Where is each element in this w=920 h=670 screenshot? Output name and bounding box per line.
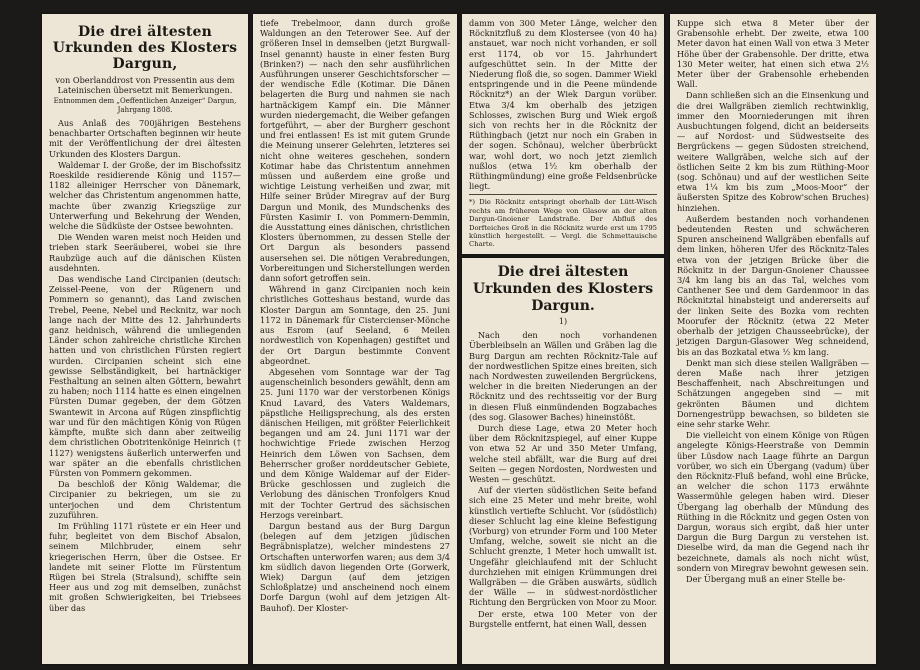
paragraph: Da beschloß der König Waldemar, die Circipanier zu bekriegen, um sie zu unterjochen und dem Christentum zuzuführen. [49, 479, 241, 520]
paragraph: Die vielleicht von einem Könige von Rügen angelegte Königs-Heerstraße von Demmin über Lüsdow nach Laage führte an Dargun vorüber, wo sich ein Übergang (vadum) über den Röcknitz-Fluß befand, wohl eine Brücke, an welcher die schon 1173 erwähnte Wassermühle gelegen haben wird. Dieser Übergang lag oberhalb der Mündung des Rüthing in die Röcknitz und gegen Osten von Dargun, woraus sich ergibt, daß hier unter Dargun die Burg Dargun zu verstehen ist. Dieselbe wird, da man die Gegend nach ihr bezeichnete, damals als noch nicht wüst, sondern von Miregrav bewohnt gewesen sein. [677, 430, 869, 573]
clipping-col3-top [462, 14, 664, 254]
footnote: *) Die Röcknitz entspringt oberhalb der Lütt-Wisch rechts am früheren Wege von Glasow an der alten Dargun-Gnoiener Landstraße. Der Abfluß des Dorfteiches Groß in die Röcknitz wurde erst um 1795 künstlich hergestellt. — Vergl. die Schmettauische Charte. [469, 198, 657, 249]
paragraph: Nach den noch vorhandenen Überbleibseln an Wällen und Gräben lag die Burg Dargun am rechten Röcknitz-Tale auf der nordwestlichen Spitze eines breiten, sich nach Nordwesten zuweilenden Bergrückens, welcher in die breiten Niederungen an der Röcknitz und des rechtsseitig vor der Burg in diesen Fluß einmündenden Bogzabaches (des sog. Glasower Baches) hineinstößt. [469, 330, 657, 422]
paragraph: damm von 300 Meter Länge, welcher den Röcknitzfluß zu dem Klostersee (von 40 ha) anstauet, war noch nicht vorhanden, er soll erst 1174, ob vor 15. Jahrhundert aufgeschüttet sein. In der Mitte der Niederung floß die, so sogen. Dammer Wiekl entspringende und in die Peene mündende Röcknitz*) an der Wiek Dargun vorüber. Etwa 3/4 km oberhalb des jetzigen Schlosses, zwischen Burg und Wiek ergoß sich von rechts her in die Röcknitz der Rüthingbach (jetzt nur noch ein Graben in der sogen. Schönau), welcher überbrückt war, wohl dort, wo noch jetzt ziemlich nußlos (etwa 1½ km oberhalb der Rüthingmündung) eine große Feldsenbrücke liegt. [469, 18, 657, 192]
paragraph: Im Frühling 1171 rüstete er ein Heer und fuhr, begleitet von dem Bischof Absalon, seinem Milchbruder, einem sehr kriegerischen Herrn, über die Ostsee. Er landete mit seiner Flotte im Fürstentum Rügen bei Strela (Stralsund), schiffte sein Heer aus und zog mit demselben, zunächst mit großen Schwierigkeiten, bei Triebsees über das [49, 520, 241, 613]
clipping-col2 [253, 14, 457, 664]
paragraph: Auf der vierten südöstlichen Seite befand sich eine 25 Meter und mehr breite, wohl künstlich vertiefte Schlucht. Vor (südöstlich) dieser Schlucht lag eine kleine Befestigung (Vorburg) von etrunder Form und 100 Meter Umfang, welche, soweit sie nicht an die Schlucht grenzte, 1 Meter hoch umwallt ist. Ungefähr gleichlaufend mit der Schlucht durchziehen mit einigen Krümmungen drei Wallgräben — die Gräben auswärts, südlich der Wälle — in südwest-nordöstlicher Richtung den Bergrücken von Moor zu Moor. [469, 485, 657, 608]
paragraph: Der Übergang muß an einer Stelle be- [686, 573, 846, 584]
paragraph: Außerdem bestanden noch vorhandenen bedeutenden Resten und schwächeren Spuren anscheinend Wallgräben ebenfalls auf dem linken, höheren Ufer des Röcknitz-Tales etwa von der jetzigen Brücke über die Röcknitz in der Dargun-Gnoiener Chaussee 3/4 km lang bis an das Tal, welches vom Canthener See und dem Gardenmoor in das Röcknitztal hinabsteigt und andererseits auf der linken Seite des Bozka vom rechten Moorufer der Röcknitz (etwa 22 Meter oberhalb der jetzigen Chausseebrücke), der jetzigen Dargun-Glasower Weg schneidend, bis an das Bozkatal etwa ½ km lang. [677, 213, 869, 357]
clipping-col3-bottom [462, 258, 664, 664]
article-title-2: Die drei ältesten Urkunden des Klosters Dargun. [472, 264, 654, 314]
paragraph: Denkt man sich diese steilen Wallgräben — deren Maße nach ihrer jetzigen Beschaffenheit, nach Abschreitungen und Schätzungen angegeben sind — mit gekrönten Bäumen und dichtem Dornengestrüpp bewachsen, so bildeten sie eine sehr starke Wehr. [677, 357, 869, 429]
paragraph: Der erste, etwa 100 Meter von der Burgstelle entfernt, hat einen Wall, dessen [469, 608, 657, 629]
paragraph: Abgesehen vom Sonntage war der Tag augenscheinlich besonders gewählt, denn am 25. Juni 1170 war der verstorbenen Königs Knud Lavard, des Vaters Waldemars, päpstliche Heiligsprechung, als des ersten dänischen Heiligen, mit größter Feierlichkeit begangen und am 24. Juni 1171 war der hochwichtige Friede zwischen Herzog Heinrich dem Löwen von Sachsen, dem Beherrscher großer norddeutscher Gebiete, und dem Könige Waldemar auf der Eider-Brücke geschlossen und zugleich die Verlobung des dänischen Tronfolgers Knud mit der Tochter Gertrud des sächsischen Herzogs vereinbart. [260, 366, 450, 520]
article-source: Entnommen dem „Oeffentlichen Anzeiger“ Dargun, Jahrgang 1808. [53, 97, 237, 114]
paragraph: Waldemar I. der Große, der im Bischofssitz Roeskilde residierende König und 1157—1182 alleiniger Herrscher von Dänemark, welcher das Christentum angenommen hatte, machte über zwanzig Kriegszüge zur Unterwerfung und Bekehrung der Wenden, welche die Südküste der Ostsee bewohnten. [49, 159, 241, 232]
paragraph: Dann schließen sich an die Einsenkung und die drei Wallgräben ziemlich rechtwinklig, immer den Moorniederungen mit ihren Ausbuchtungen folgend, dicht an beiderseits — auf Nordost- und Südwestseite des Bergrückens — gegen Südosten streichend, weitere Wallgräben, welche sich auf der östlichen Seite 2 km bis zum Rüthing-Moor (sog. Schönau) und auf der westlichen Seite etwa 1¼ km bis zum „Moos-Moor“ der äußersten Spitze des Kobrow'schen Bruches) hinziehen. [677, 90, 869, 213]
paragraph: Durch diese Lage, etwa 20 Meter hoch über dem Röcknitzspiegel, auf einer Kuppe von etwa 52 Ar und 350 Meter Umfang, welche steil abfällt, war die Burg auf drei Seiten — gegen Nordosten, Nordwesten und Westen — geschützt. [469, 423, 657, 485]
divider [469, 194, 657, 195]
paragraph: tiefe Trebelmoor, dann durch große Waldungen an den Teterower See. Auf der größeren Insel in demselben (jetzt Burgwall-Insel genannt) hauste in einer festen Burg (Brinken?) — nach den sehr ausführlichen Ausführungen unserer Geschichtsforscher — der wendische Edle (Kotimar. Die Dänen belagerten die Burg und nahmen sie nach hartnäckigem Kampf ein. Die Männer wurden niedergemacht, die Weiber gefangen fortgeführt, — aber der Burgherr geschont und frei entlassen! Es ist mit gutem Grunde die Meinung unserer Gelehrten, letzteres sei nicht ohne weiteres geschehen, sondern Kotimar habe das Christentum annehmen müssen und außerdem eine große und wichtige Leistung verheißen und zwar, mit Hilfe seiner Brüder Miregrav auf der Burg Dargun und Monik, des Mundschenks des Fürsten Kasimir I. von Pommern-Demmin, die Ausstattung eines dänischen, christlichen Klosters übernommen, zu dessen Stelle der Ort Dargun als besonders passend ausersehen sei. Die nötigen Verabredungen, Vorbereitungen und Sicherstellungen werden dann sofort getroffen sein. [260, 18, 450, 284]
article-subtitle: von Oberlanddrost von Pressentin aus dem Lateinischen übersetzt mit Bemerkungen. [55, 75, 235, 95]
paragraph: Kuppe sich etwa 8 Meter über der Grabensohle erhebt. Der zweite, etwa 100 Meter davon hat einen Wall von etwa 3 Meter Höhe über der Grabensohle. Der dritte, etwa 130 Meter weiter, hat einen sich etwa 2½ Meter über der Grabensohle erhebenden Wall. [677, 18, 869, 90]
paragraph: Während in ganz Circipanien noch kein christliches Gotteshaus bestand, wurde das Kloster Dargun am Sonntage, den 25. Juni 1172 in Dänemark für Cistercienser-Mönche aus Esrom (auf Seeland, 6 Meilen nordwestlich von Kopenhagen) gestiftet und der Ort Dargun bestimmte Convent abgeordnet. [260, 284, 450, 366]
section-number: 1) [558, 317, 568, 326]
paragraph: Die Wenden waren meist noch Heiden und trieben stark Seeräuberei, wobei sie ihre Raubzüge auch auf die dänischen Küsten ausdehnten. [49, 232, 241, 273]
clipping-col4 [670, 14, 876, 664]
article-title: Die drei ältesten Urkunden des Klosters Dargun, [52, 24, 238, 72]
paragraph: Dargun bestand aus der Burg Dargun (belegen auf dem jetzigen jüdischen Begräbnisplatze), welcher mindestens 27 Ortschaften unterworfen waren; aus dem 3/4 km südlich davon liegenden Orte (Gorwerk, Wiek) Dargun (auf dem jetzigen Schloßplatze) und anscheinend noch einem Dorfe Dargun (wohl auf dem jetzigen Alt-Bauhof). Der Kloster- [260, 520, 450, 613]
clipping-col1 [42, 14, 248, 664]
paragraph: Aus Anlaß des 700jährigen Bestehens benachbarter Ortschaften beginnen wir heute mit der Veröffentlichung der drei ältesten Urkunden des Klosters Dargun. [49, 118, 241, 159]
paragraph: Das wendische Land Circipanien (deutsch: Zeissel-Peene, von der Rügenern und Pommern so genannt), das Land zwischen Trebel, Peene, Nebel und Recknitz, war noch lange nach der Mitte des 12. Jahrhunderts ganz heidnisch, während die umliegenden Länder schon zahlreiche christliche Kirchen hatten und von christlichen Fürsten regiert wurden. Circipanien scheint sich eine gewisse Selbständigkeit, bei hartnäckiger Festhaltung an seinen alten Göttern, bewahrt zu haben; noch 1114 hatte es einen eingelnen Fürsten Dumar gegeben, der dem Götzen Swantewit in Arcona auf Rügen zinspflichtig war und für den mächtigen König von Rügen kämpfte, mußte sich dann aber zeitweilig dem christlichen Obotritenkönige Heinrich († 1127) wenigstens äußerlich unterwerfen und war später an die ebenfalls christlichen Fürsten von Pommern gekommen. [49, 274, 241, 478]
